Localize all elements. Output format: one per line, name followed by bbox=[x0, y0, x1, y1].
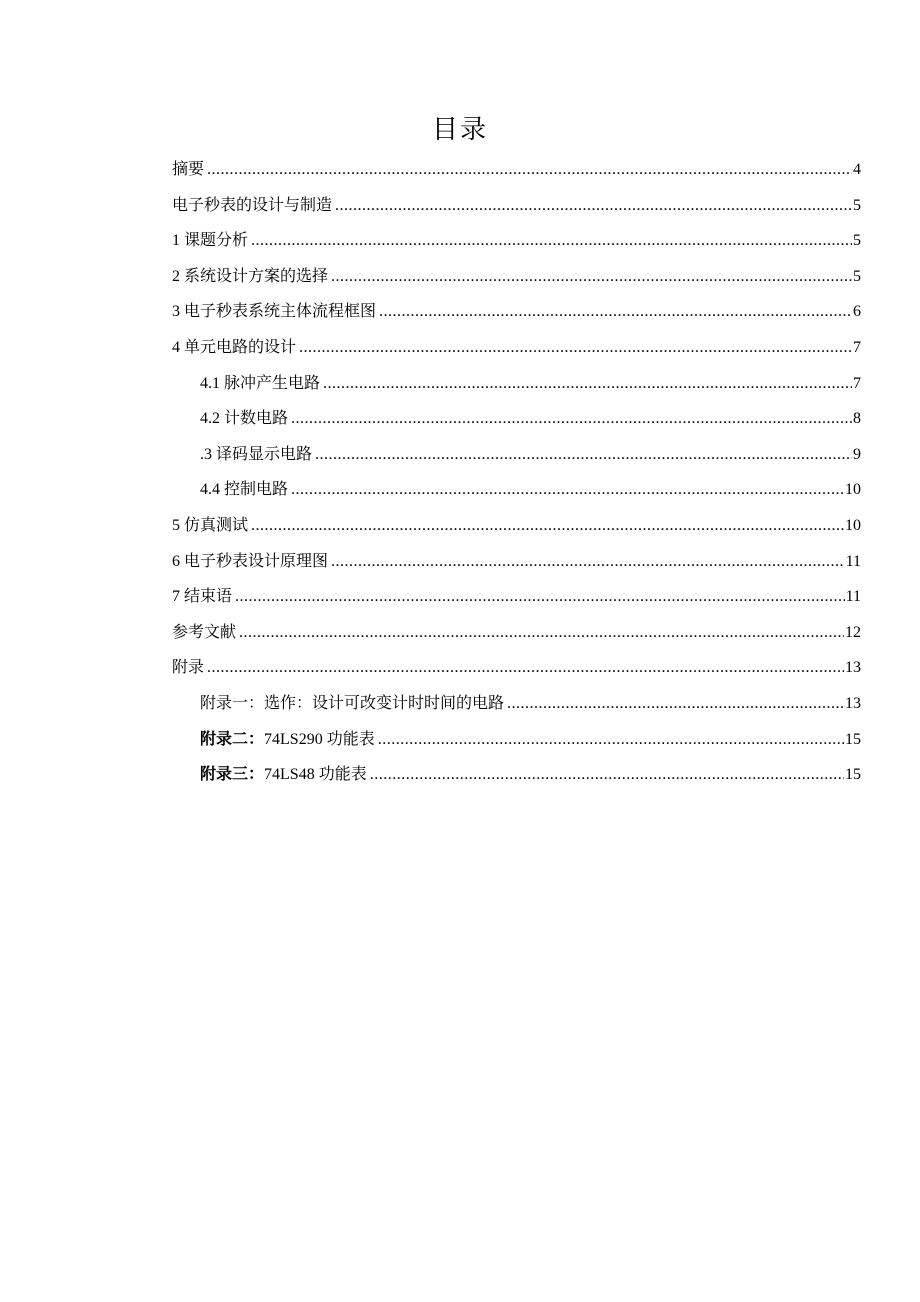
toc-entry[interactable] bbox=[172, 330, 861, 366]
page-title: 目录 bbox=[431, 115, 488, 145]
toc-entry-title: .3 译码显示电路 bbox=[200, 445, 313, 463]
toc-entry[interactable] bbox=[172, 544, 861, 580]
toc-entry[interactable] bbox=[172, 188, 861, 224]
dot-leader bbox=[378, 722, 844, 758]
toc-entry-title: 4.4 控制电路 bbox=[200, 481, 289, 499]
toc-entry[interactable] bbox=[200, 401, 861, 437]
toc-entry[interactable] bbox=[200, 366, 861, 402]
table-of-contents bbox=[0, 152, 920, 793]
dot-leader bbox=[331, 259, 852, 295]
toc-entry[interactable] bbox=[200, 722, 861, 758]
toc-entry-title: 4.2 计数电路 bbox=[200, 410, 289, 428]
toc-entry-title: 4 单元电路的设计 bbox=[172, 338, 297, 356]
toc-entry[interactable] bbox=[200, 437, 861, 473]
toc-entry[interactable] bbox=[172, 579, 861, 615]
dot-leader bbox=[323, 366, 852, 402]
toc-entry-title: 电子秒表的设计与制造 bbox=[172, 196, 333, 214]
dot-leader bbox=[251, 223, 852, 259]
toc-entry-prefix: 附录三： bbox=[200, 766, 265, 784]
toc-entry-title bbox=[200, 757, 367, 793]
dot-leader bbox=[370, 757, 844, 793]
toc-entry-title bbox=[200, 722, 375, 758]
toc-entry-label: 74LS48 功能表 bbox=[264, 766, 367, 784]
dot-leader bbox=[207, 650, 844, 686]
toc-entry-title: 7 结束语 bbox=[172, 588, 233, 606]
toc-entry-title: 摘要 bbox=[172, 161, 205, 178]
toc-entry-title: 参考文献 bbox=[172, 623, 237, 641]
dot-leader bbox=[207, 152, 852, 188]
toc-entry-title: 附录 bbox=[172, 659, 205, 677]
toc-page-number: 13 bbox=[845, 694, 861, 712]
dot-leader bbox=[331, 544, 845, 580]
toc-page-number: 5 bbox=[853, 232, 861, 250]
toc-page-number: 6 bbox=[853, 303, 861, 321]
dot-leader bbox=[235, 579, 845, 615]
dot-leader bbox=[379, 294, 852, 330]
dot-leader bbox=[335, 188, 852, 224]
dot-leader bbox=[315, 437, 852, 473]
toc-entry[interactable] bbox=[200, 757, 861, 793]
toc-entry-title: 1 课题分析 bbox=[172, 232, 249, 250]
toc-page-number: 5 bbox=[853, 196, 861, 214]
toc-page-number: 8 bbox=[853, 410, 861, 428]
dot-leader bbox=[291, 401, 852, 437]
toc-page-number: 12 bbox=[845, 623, 861, 641]
dot-leader bbox=[299, 330, 852, 366]
toc-entry[interactable] bbox=[172, 223, 861, 259]
toc-page-number: 13 bbox=[845, 659, 861, 677]
dot-leader bbox=[291, 472, 844, 508]
dot-leader bbox=[251, 508, 844, 544]
toc-page-number: 11 bbox=[845, 588, 861, 606]
toc-entry[interactable] bbox=[172, 650, 861, 686]
toc-page-number: 7 bbox=[853, 374, 861, 392]
toc-entry[interactable] bbox=[172, 294, 861, 330]
toc-page-number: 9 bbox=[853, 445, 861, 463]
toc-page-number: 7 bbox=[853, 338, 861, 356]
toc-entry-title: 2 系统设计方案的选择 bbox=[172, 267, 329, 285]
toc-entry-title: 5 仿真测试 bbox=[172, 516, 249, 534]
toc-page-number: 10 bbox=[845, 481, 861, 499]
toc-entry[interactable] bbox=[200, 686, 861, 722]
toc-page-number: 10 bbox=[845, 516, 861, 534]
toc-entry[interactable] bbox=[172, 615, 861, 651]
toc-entry[interactable] bbox=[172, 152, 861, 188]
toc-page-number: 11 bbox=[845, 552, 861, 570]
toc-page-number: 5 bbox=[853, 267, 861, 285]
toc-entry[interactable] bbox=[172, 508, 861, 544]
dot-leader bbox=[239, 615, 844, 651]
toc-entry-title: 4.1 脉冲产生电路 bbox=[200, 374, 321, 392]
toc-page-number: 15 bbox=[845, 730, 861, 748]
toc-entry[interactable] bbox=[172, 259, 861, 295]
toc-entry-prefix: 附录二： bbox=[200, 730, 265, 748]
toc-entry[interactable] bbox=[200, 472, 861, 508]
toc-entry-title: 3 电子秒表系统主体流程框图 bbox=[172, 303, 377, 321]
toc-page-number: 4 bbox=[853, 161, 861, 178]
dot-leader bbox=[507, 686, 844, 722]
toc-page-number: 15 bbox=[845, 766, 861, 784]
toc-entry-title: 附录一：选作：设计可改变计时时间的电路 bbox=[200, 694, 505, 712]
toc-entry-title: 6 电子秒表设计原理图 bbox=[172, 552, 329, 570]
toc-entry-label: 74LS290 功能表 bbox=[264, 730, 375, 748]
